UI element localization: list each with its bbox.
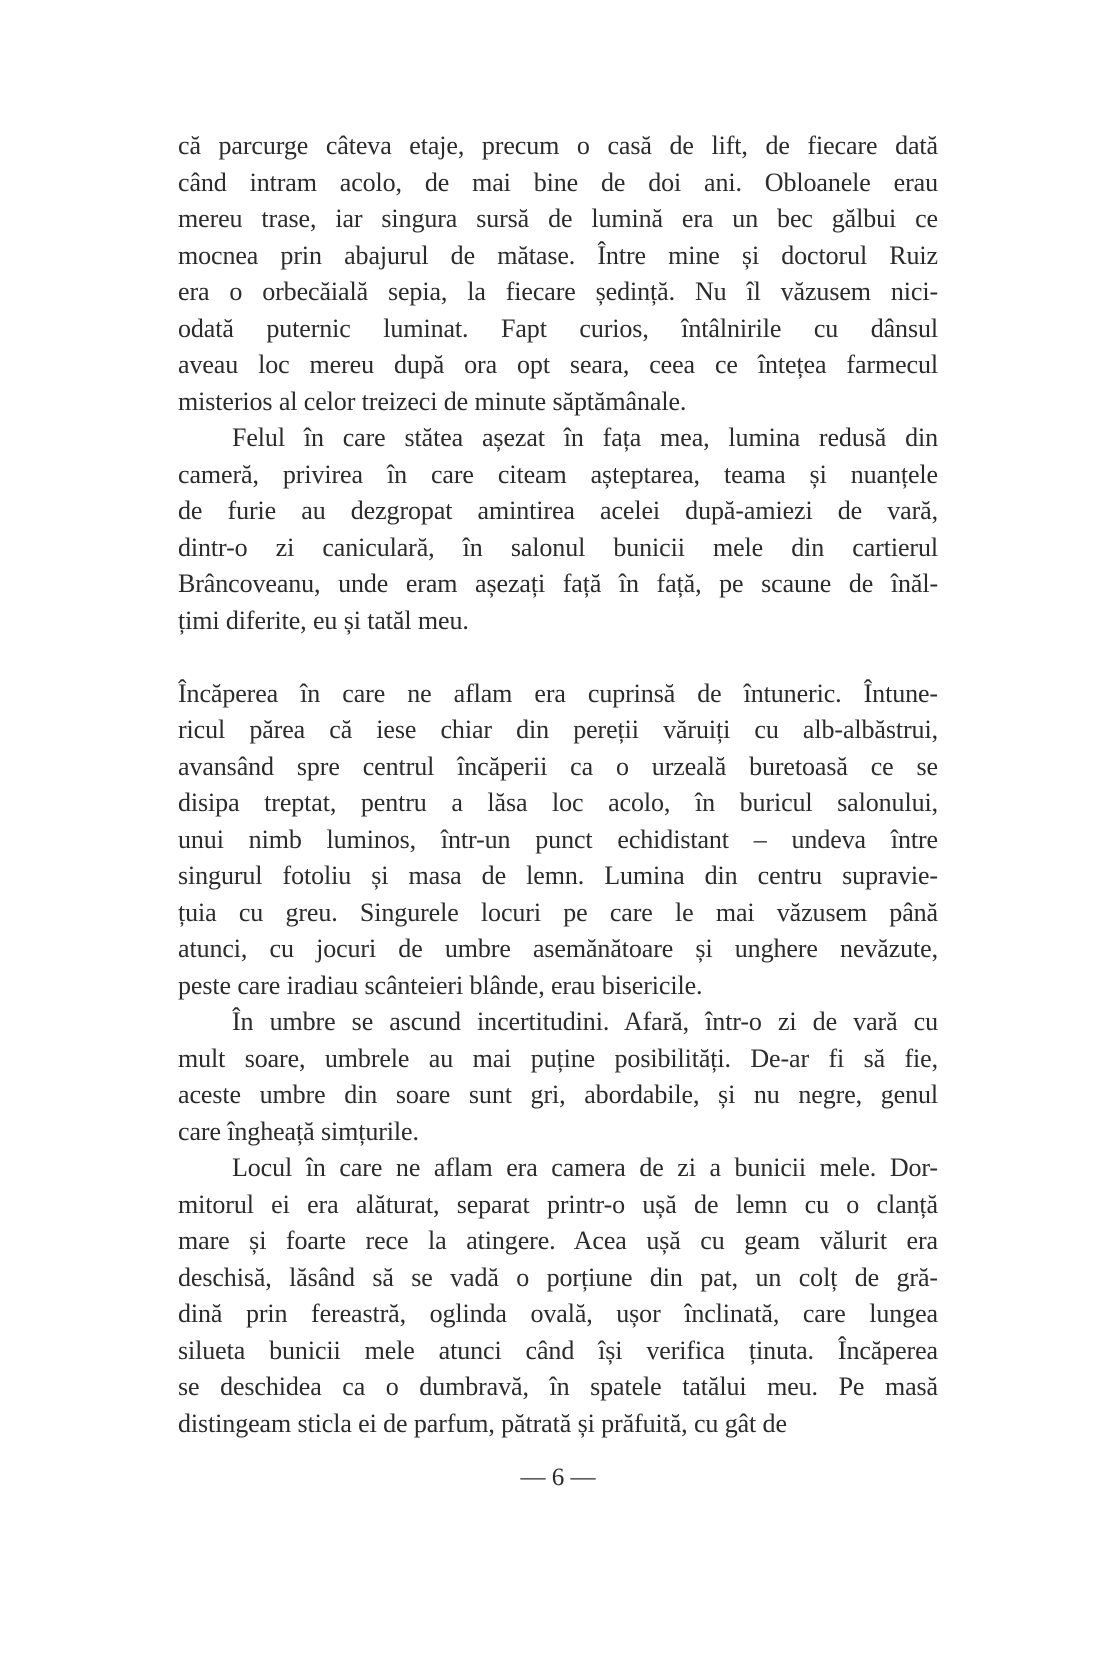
text-block [178,128,938,1442]
text-line: singurul fotoliu și masa de lemn. Lumina din centru supravie- [178,861,938,890]
text-line: care îngheață simțurile. [178,1116,419,1146]
text-line: mitorul ei era alăturat, separat printr-o ușă de lemn cu o clanță [178,1189,938,1219]
text-line: Brâncoveanu, unde eram așezați față în față, pe scaune de înăl- [178,569,938,598]
text-line: distingeam sticla ei de parfum, pătrată și prăfuită, cu gât de [178,1408,787,1438]
text-line: când intram acolo, de mai bine de doi ani. Obloanele erau [178,167,938,197]
text-line: mare și foarte rece la atingere. Acea ușă cu geam vălurit era [178,1226,938,1255]
paragraph-1 [178,128,938,420]
text-line: era o orbecăială sepia, la fiecare ședință. Nu îl văzusem nici- [178,277,938,306]
text-line: Încăperea în care ne aflam era cuprinsă de întuneric. Întune- [178,678,938,708]
text-line: misterios al celor treizeci de minute săptămânale. [178,386,687,416]
text-line: ricul părea că iese chiar din pereții văruiți cu alb-albăstrui, [178,715,938,744]
text-line: odată puternic luminat. Fapt curios, întâlnirile cu dânsul [178,313,938,343]
text-line: țuia cu greu. Singurele locuri pe care le mai văzusem până [178,897,938,927]
text-line: unui nimb luminos, într-un punct echidistant – undeva între [178,824,938,854]
text-line: peste care iradiau scânteieri blânde, erau bisericile. [178,970,703,1000]
text-line: că parcurge câteva etaje, precum o casă de lift, de fiecare dată [178,131,938,160]
text-line: Locul în care ne aflam era camera de zi a bunicii mele. Dor- [232,1153,938,1182]
text-line: În umbre se ascund incertitudini. Afară, într-o zi de vară cu [232,1007,938,1036]
text-line: cameră, privirea în care citeam așteptarea, teama și nuanțele [178,459,938,489]
text-line: mult soare, umbrele au mai puține posibilități. De-ar fi să fie, [178,1043,938,1073]
text-line: de furie au dezgropat amintirea acelei după-amiezi de vară, [178,496,938,525]
text-line: Felul în care stătea așezat în fața mea, lumina redusă din [232,423,938,452]
text-line: aceste umbre din soare sunt gri, abordabile, și nu negre, genul [178,1080,938,1109]
text-line: deschisă, lăsând să se vadă o porțiune din pat, un colț de gră- [178,1262,938,1292]
page-footer [178,1460,938,1496]
text-line: mereu trase, iar singura sursă de lumină era un bec gălbui ce [178,204,938,233]
paragraph-2 [178,420,938,639]
text-line: mocnea prin abajurul de mătase. Între mine și doctorul Ruiz [178,240,938,270]
paragraph-4 [178,1004,938,1150]
page-number: — 6 — [520,1464,596,1491]
paragraph-5 [178,1150,938,1442]
text-line: avansând spre centrul încăperii ca o urzeală buretoasă ce se [178,751,938,781]
text-line: dintr-o zi caniculară, în salonul bunicii mele din cartierul [178,532,938,562]
paragraph-3 [178,676,938,1005]
text-line: se deschidea ca o dumbravă, în spatele tatălui meu. Pe masă [178,1372,938,1401]
text-line: aveau loc mereu după ora opt seara, ceea ce întețea farmecul [178,350,938,379]
text-line: dină prin fereastră, oglinda ovală, ușor înclinată, care lungea [178,1299,938,1328]
text-line: disipa treptat, pentru a lăsa loc acolo, în buricul salonului, [178,788,938,817]
text-line: atunci, cu jocuri de umbre asemănătoare și unghere nevăzute, [178,934,938,963]
text-line: silueta bunicii mele atunci când își verifica ținuta. Încăperea [178,1335,938,1365]
text-line: țimi diferite, eu și tatăl meu. [178,605,469,635]
